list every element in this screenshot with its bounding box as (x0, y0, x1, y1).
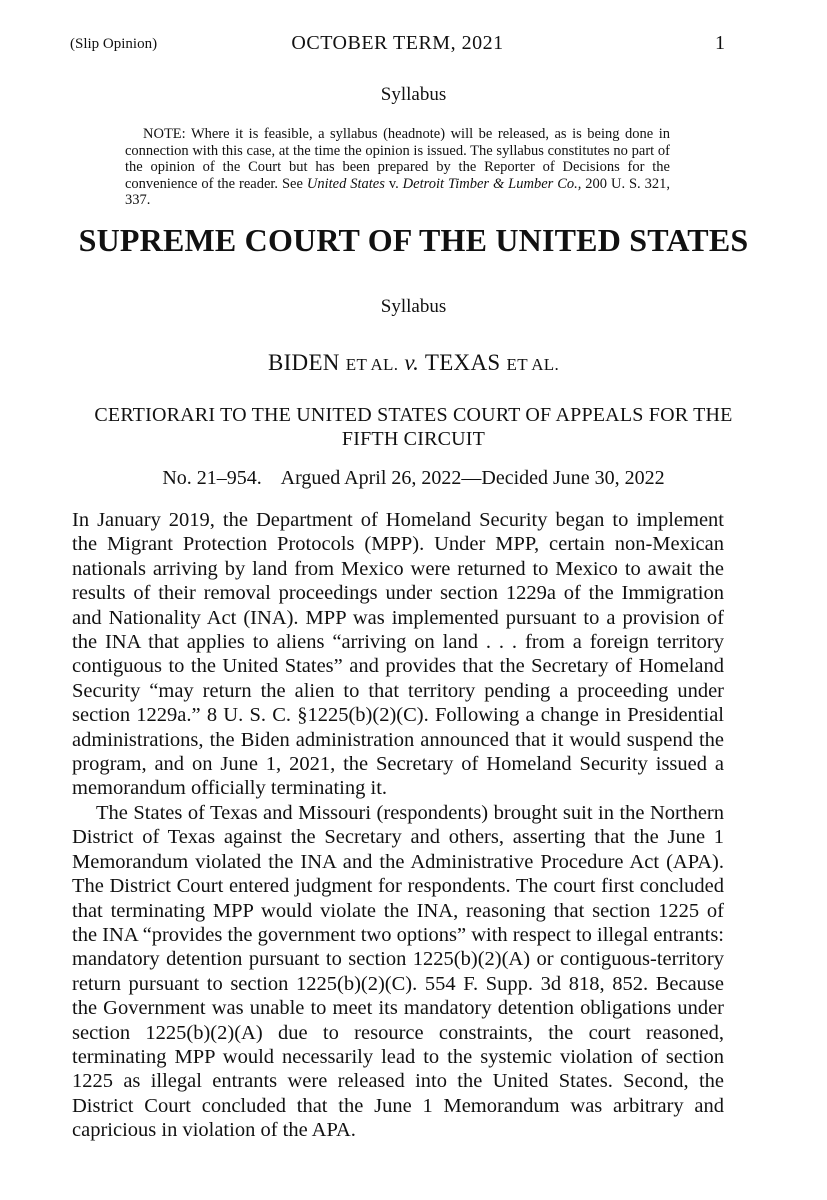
note-party-two: Detroit Timber & Lumber Co., (402, 175, 582, 192)
petitioner-name: BIDEN (267, 350, 340, 375)
note-party-one: United States (306, 175, 385, 192)
respondent-name: TEXAS (424, 350, 501, 375)
petitioner-suffix: ET AL. (345, 355, 399, 374)
page-number: 1 (715, 32, 725, 54)
docket-line: No. 21–954. Argued April 26, 2022—Decided June 30, 2022 (162, 467, 665, 489)
running-head (70, 32, 725, 54)
term-label: OCTOBER TERM, 2021 (291, 32, 504, 54)
body-paragraph-1: In January 2019, the Department of Homeland Security began to implement the Migrant Protection Protocols (MPP). Under MPP, certain non-Mexican nationals arriving by land from Mexico were returned to Mexico to await the results of their removal proceedings under section 1229a of the Immigration and Nationality Act (INA). MPP was implemented pursuant to a provision of the INA that applies to aliens “arriving on land . . . from a foreign territory contiguous to the United States” and provides that the Secretary of Homeland Security “may return the alien to that territory pending a proceeding under section 1229a.” 8 U. S. C. §1225(b)(2)(C). Following a change in Presidential administrations, the Biden administration announced that it would suspend the program, and on June 1, 2021, the Secretary of Homeland Security issued a memorandum officially terminating it. (72, 509, 724, 800)
note-text: NOTE: Where it is feasible, a syllabus (headnote) will be released, as is being done in connection with this case, at the time the opinion is issued. The syllabus constitutes no part of the opinion of the Court but has been prepared by the Reporter of Decisions for the convenience of the reader. See (125, 126, 670, 192)
certiorari-heading: CERTIORARI TO THE UNITED STATES COURT OF APPEALS FOR THE FIFTH CIRCUIT (94, 404, 733, 450)
note-versus: v. (384, 175, 403, 192)
syllabus-heading-mid: Syllabus (380, 296, 447, 317)
syllabus-heading-top: Syllabus (380, 84, 447, 105)
reporter-note (125, 126, 670, 209)
syllabus-body (72, 508, 724, 1143)
body-paragraph-2: The States of Texas and Missouri (respondents) brought suit in the Northern District of Texas against the Secretary and others, asserting that the June 1 Memorandum violated the INA and the Administrative Procedure Act (APA). The District Court entered judgment for respondents. The court first concluded that terminating MPP would violate the INA, reasoning that section 1225 of the INA “provides the government two options” with respect to illegal entrants: mandatory detention pursuant to section 1225(b)(2)(A) or contiguous-territory return pursuant to section 1225(b)(2)(C). 554 F. Supp. 3d 818, 852. Because the Government was unable to meet its mandatory detention obligations under section 1225(b)(2)(A) due to resource constraints, the court reasoned, terminating MPP would necessarily lead to the systemic violation of section 1225 as illegal entrants were released into the United States. Second, the District Court concluded that the June 1 Memorandum was arbitrary and capricious in violation of the APA. (72, 801, 724, 1142)
case-title (0, 350, 827, 376)
note-citation: 200 U. S. 321, 337. (125, 175, 670, 208)
versus-label: v. (404, 350, 420, 375)
court-name-heading: SUPREME COURT OF THE UNITED STATES (78, 222, 749, 258)
slip-opinion-label: (Slip Opinion) (70, 36, 158, 52)
respondent-suffix: ET AL. (506, 355, 560, 374)
